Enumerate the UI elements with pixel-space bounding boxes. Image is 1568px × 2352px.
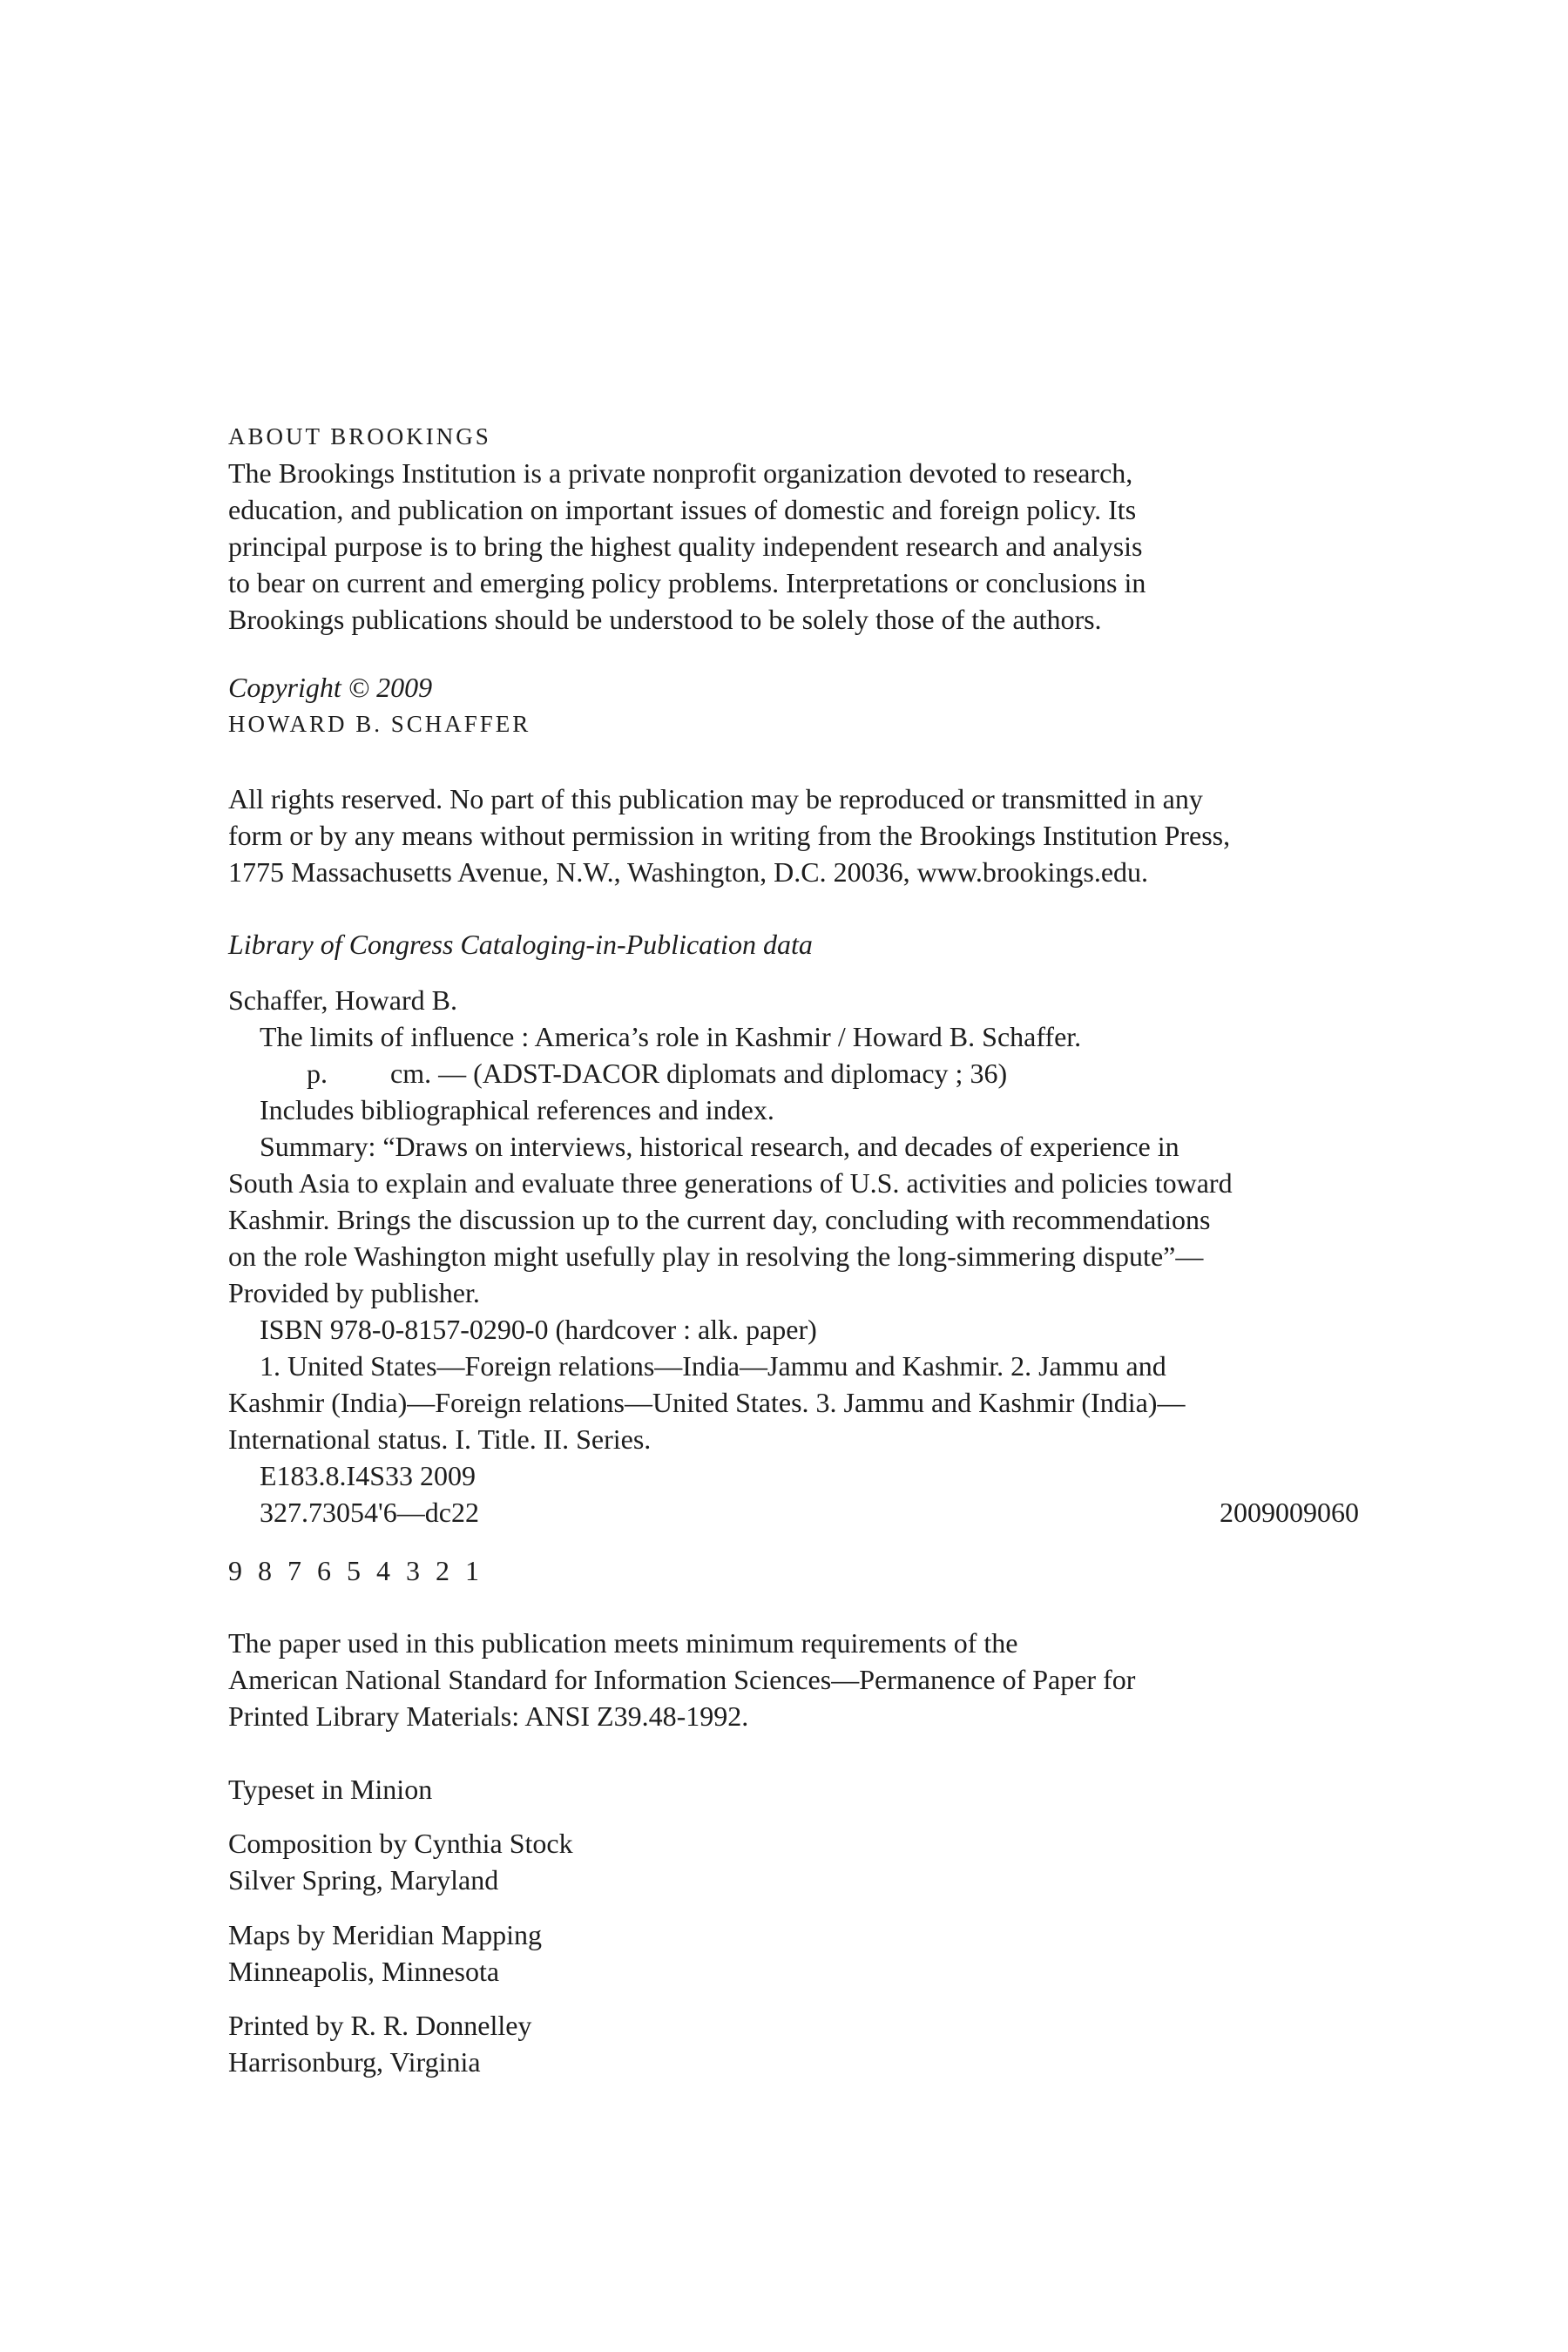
cip-series: cm. — (ADST-DACOR diplomats and diplomacy ; 36) — [390, 1058, 1008, 1089]
cip-subject-line: Kashmir (India)—Foreign relations—United States. 3. Jammu and Kashmir (India)— — [228, 1387, 1186, 1418]
cip-author: Schaffer, Howard B. — [228, 984, 457, 1016]
maps-location: Minneapolis, Minnesota — [228, 1956, 500, 1987]
cip-summary-line: Kashmir. Brings the discussion up to the current day, concluding with recommendations — [228, 1204, 1211, 1235]
about-section — [228, 418, 1146, 638]
copyright-section — [228, 669, 531, 742]
maps-credit: Maps by Meridian Mapping — [228, 1919, 542, 1950]
cip-record — [228, 982, 1359, 1531]
printer-location: Harrisonburg, Virginia — [228, 2046, 481, 2078]
printer-block — [228, 2007, 531, 2080]
cip-subject-line: 1. United States—Foreign relations—India—Jammu and Kashmir. 2. Jammu and — [260, 1350, 1166, 1382]
about-heading: ABOUT BROOKINGS — [228, 423, 491, 449]
about-line: education, and publication on important issues of domestic and foreign policy. Its — [228, 494, 1137, 525]
cip-lc-class: E183.8.I4S33 2009 — [260, 1460, 476, 1491]
composition-location: Silver Spring, Maryland — [228, 1864, 499, 1896]
cip-bibliography: Includes bibliographical references and index. — [260, 1094, 774, 1125]
rights-line: form or by any means without permission in writing from the Brookings Institution Press, — [228, 820, 1231, 851]
printing-line: 9 8 7 6 5 4 3 2 1 — [228, 1555, 479, 1586]
about-line: The Brookings Institution is a private nonprofit organization devoted to research, — [228, 457, 1133, 489]
typeset-line: Typeset in Minion — [228, 1774, 433, 1805]
page-content — [228, 0, 1361, 2352]
cip-physical — [228, 1055, 1359, 1092]
maps-block — [228, 1916, 542, 1990]
typeset-block — [228, 1771, 432, 1808]
paper-line: The paper used in this publication meets minimum requirements of the — [228, 1627, 1018, 1659]
printing-block — [228, 1552, 479, 1589]
cip-subject-line: International status. I. Title. II. Series. — [228, 1423, 652, 1455]
cip-lccn: 2009009060 — [1220, 1497, 1359, 1528]
paper-line: American National Standard for Information Sciences—Permanence of Paper for — [228, 1664, 1136, 1695]
copyright-holder: HOWARD B. SCHAFFER — [228, 711, 531, 737]
cip-summary-line: Provided by publisher. — [228, 1277, 480, 1308]
cip-summary-line: South Asia to explain and evaluate three generations of U.S. activities and policies toward — [228, 1167, 1233, 1199]
cip-isbn: ISBN 978-0-8157-0290-0 (hardcover : alk. paper) — [260, 1314, 817, 1345]
rights-section — [228, 781, 1230, 890]
rights-line: 1775 Massachusetts Avenue, N.W., Washington, D.C. 20036, www.brookings.edu. — [228, 856, 1149, 888]
composition-credit: Composition by Cynthia Stock — [228, 1828, 573, 1859]
about-line: principal purpose is to bring the highest quality independent research and analysis — [228, 531, 1143, 562]
composition-block — [228, 1825, 573, 1898]
about-line: Brookings publications should be understood to be solely those of the authors. — [228, 604, 1102, 635]
cip-title: The limits of influence : America’s role in Kashmir / Howard B. Schaffer. — [260, 1021, 1082, 1052]
cip-classification-row — [228, 1494, 1359, 1531]
rights-line: All rights reserved. No part of this publication may be reproduced or transmitted in any — [228, 783, 1203, 814]
about-line: to bear on current and emerging policy problems. Interpretations or conclusions in — [228, 567, 1146, 598]
paper-section — [228, 1625, 1135, 1734]
copyright-line: Copyright © 2009 — [228, 672, 433, 703]
cip-heading: Library of Congress Cataloging-in-Publication data — [228, 929, 813, 960]
cip-pages: p. — [307, 1058, 328, 1089]
cip-summary-line: Summary: “Draws on interviews, historical research, and decades of experience in — [260, 1131, 1179, 1162]
printer-credit: Printed by R. R. Donnelley — [228, 2010, 532, 2041]
paper-line: Printed Library Materials: ANSI Z39.48-1992. — [228, 1700, 749, 1732]
cip-summary-line: on the role Washington might usefully play in resolving the long-simmering dispute”— — [228, 1240, 1204, 1272]
cip-dewey: 327.73054'6—dc22 — [260, 1497, 479, 1528]
cip-heading-block — [228, 926, 813, 963]
